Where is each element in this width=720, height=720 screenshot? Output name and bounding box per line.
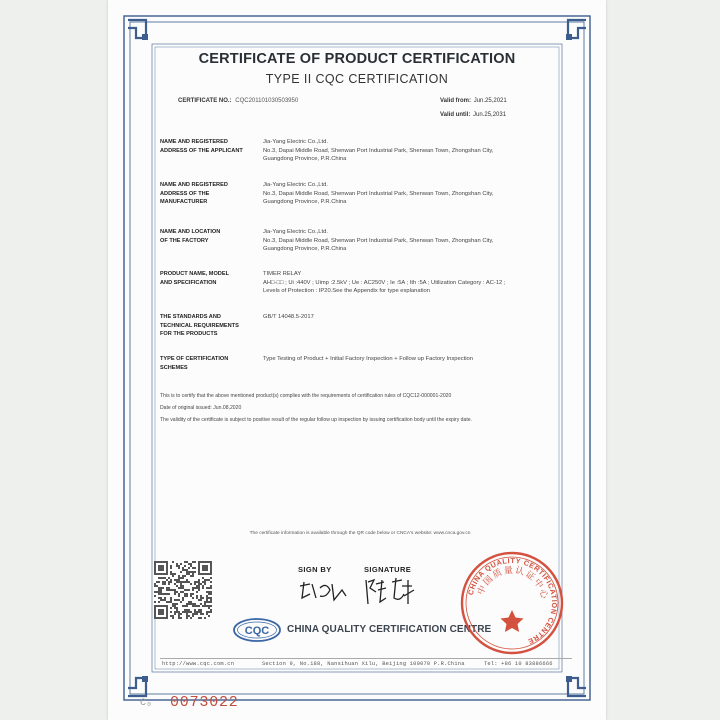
factory-value: [263, 228, 558, 254]
value-line: Jia-Yang Electric Co.,Ltd.: [263, 182, 328, 188]
stamp-star-icon: [501, 610, 524, 632]
value-line: No.3, Dapai Middle Road, Shenwan Port Industrial Park, Shenwan Town, Zhongshan City,: [263, 147, 494, 154]
applicant-label: [160, 138, 255, 155]
standards-value: [263, 313, 558, 322]
value-line: No.3, Dapai Middle Road, Shenwan Port Industrial Park, Shenwan Town, Zhongshan City,: [263, 237, 494, 244]
scheme-label: [160, 355, 255, 372]
valid-until-row: [440, 112, 506, 118]
original-issue-date: Date of original issued: Jun.08,2020: [160, 405, 242, 411]
valid-until-date: Jun.25,2031: [473, 112, 507, 118]
certificate-number-label: CERTIFICATE NO.:: [178, 98, 232, 104]
signature-label: SIGNATURE: [364, 565, 412, 574]
label-line: SCHEMES: [160, 364, 188, 371]
label-line: NAME AND REGISTERED: [160, 139, 228, 145]
label-line: ADDRESS OF THE: [160, 190, 210, 197]
standards-label: [160, 313, 255, 339]
stamp-inner-text: 中国质量认证中心: [476, 565, 550, 602]
signer-handwritten-name: [296, 578, 348, 606]
footer-phone: Tel: +86 10 83886666: [484, 661, 553, 667]
sign-by-label: SIGN BY: [298, 565, 332, 574]
footer-address: Section 9, No.188, Nansihuan Xilu, Beijing 100070 P.R.China: [262, 661, 465, 667]
validity-statement: The validity of the certificate is subject to positive result of the regular follow up inspection by issuing certification body until the expiry date.: [160, 417, 473, 423]
product-value: [263, 270, 558, 296]
label-line: NAME AND REGISTERED: [160, 182, 228, 188]
manufacturer-label: [160, 181, 255, 207]
valid-from-row: [440, 98, 507, 104]
label-line: PRODUCT NAME, MODEL: [160, 271, 229, 277]
stamp-outer-text: CHINA QUALITY CERTIFICATION CENTRE: [465, 555, 560, 647]
label-line: FOR THE PRODUCTS: [160, 331, 218, 338]
label-line: TYPE OF CERTIFICATION: [160, 356, 229, 362]
value-line: No.3, Dapai Middle Road, Shenwan Port Industrial Park, Shenwan Town, Zhongshan City,: [263, 190, 494, 197]
value-line: Jia-Yang Electric Co.,Ltd.: [263, 139, 328, 145]
manufacturer-value: [263, 181, 558, 207]
qr-note: The certificate information is available through the QR code below or CNCA's website: www.cnca.gov.cn: [249, 531, 471, 536]
certificate-number-row: [178, 98, 298, 104]
cqc-logo-text: CQC: [244, 625, 270, 637]
value-line: GB/T 14048.5-2017: [263, 314, 314, 320]
factory-label: [160, 228, 255, 245]
value-line: Jia-Yang Electric Co.,Ltd.: [263, 229, 328, 235]
label-line: OF THE FACTORY: [160, 237, 209, 244]
official-seal-stamp: [459, 550, 565, 656]
valid-until-label: Valid until:: [440, 112, 471, 118]
value-line: Type Testing of Product + Initial Factory Inspection + Follow up Factory Inspection: [263, 356, 473, 362]
label-line: NAME AND LOCATION: [160, 229, 221, 235]
cqc-logo: [232, 617, 282, 643]
value-line: Guangdong Province, P.R.China: [263, 156, 347, 163]
certificate-title: CERTIFICATE OF PRODUCT CERTIFICATION: [198, 51, 516, 67]
label-line: AND SPECIFICATION: [160, 279, 217, 286]
label-line: THE STANDARDS AND: [160, 314, 221, 320]
compliance-statement: This is to certify that the above mentioned product(s) complies with the requirements of certification rules of CQC12-000001-2020: [160, 393, 452, 399]
serial-number: 0073022: [170, 694, 239, 711]
certificate-number: CQC201101030503950: [235, 98, 299, 104]
label-line: MANUFACTURER: [160, 199, 208, 206]
scheme-value: [263, 355, 558, 364]
certification-centre-name: CHINA QUALITY CERTIFICATION CENTRE: [287, 624, 492, 635]
label-line: ADDRESS OF THE APPLICANT: [160, 147, 243, 154]
label-line: TECHNICAL REQUIREMENTS: [160, 322, 239, 329]
value-line: Levels of Protection : IP20.See the Appendix for type explanation: [263, 288, 430, 295]
footer-website: http://www.cqc.com.cn: [162, 661, 235, 667]
serial-prefix: C₀: [140, 698, 153, 709]
value-line: Guangdong Province, P.R.China: [263, 246, 347, 253]
product-label: [160, 270, 255, 287]
qr-code[interactable]: [154, 561, 212, 619]
value-line: Guangdong Province, P.R.China: [263, 199, 347, 206]
handwritten-signature: [362, 574, 418, 608]
valid-from-label: Valid from:: [440, 98, 472, 104]
value-line: AH□-□□ ; Ui :440V ; Uimp :2.5kV ; Ue : AC250V ; Ie :5A ; Ith :5A ; Utilization Category : AC-12 ;: [263, 279, 506, 286]
applicant-value: [263, 138, 558, 164]
footer-divider: [160, 658, 572, 659]
value-line: TIMER RELAY: [263, 271, 302, 277]
certificate-subtitle: TYPE II CQC CERTIFICATION: [265, 72, 449, 86]
valid-from-date: Jun.25,2021: [473, 98, 507, 104]
